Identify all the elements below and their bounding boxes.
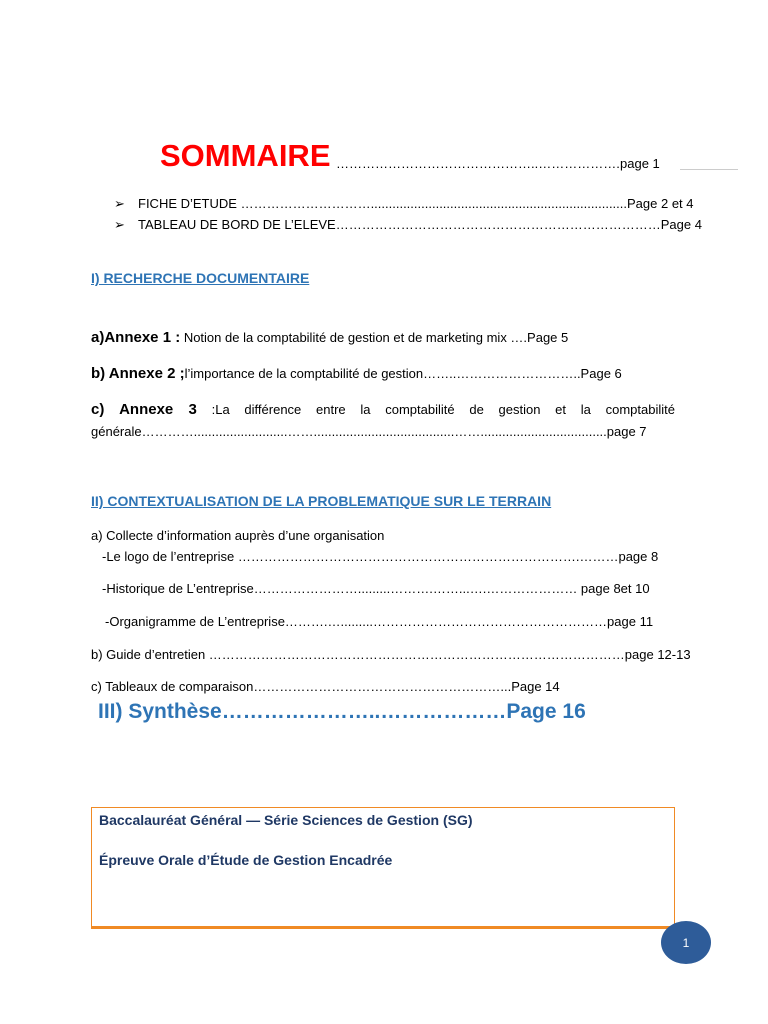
exam-info-box [91,807,675,929]
toc-line: -Le logo de l’entreprise …………………………………………………………………….………page 8 [102,549,659,564]
toc-line: -Historique de L’entreprise…………………….........……….……...….………………… page 8et 10 [102,581,650,596]
toc-line: a) Collecte d’information auprès d’une organisation [91,528,385,543]
title-leader-dots: ………………………………………..………………. [336,156,620,171]
annex-label: b) Annexe 2 ; [91,365,185,382]
page-title: SOMMAIRE [160,138,331,173]
toc-bullet-label: TABLEAU DE BORD DE L’ELEVE [138,217,336,232]
annex-label: c) Annexe 3 [91,401,197,418]
synthese-heading: III) Synthèse…………………..………………Page 16 [98,700,586,723]
toc-bullet [114,217,702,233]
annex-text: Notion de la comptabilité de gestion et de marketing mix ….Page 5 [180,330,569,345]
exam-subtitle: Épreuve Orale d’Étude de Gestion Encadrée [99,852,393,868]
toc-line: b) Guide d’entretien ……………………………………………………………………………………page 12-13 [91,647,691,662]
annex-text: :La différence entre la comptabilité de gestion et la comptabilité [211,402,675,417]
annex-item [91,401,675,418]
annex-text-continued: générale…………..........................…….......................................……...................................page 7 [91,424,647,439]
exam-title: Baccalauréat Général — Série Sciences de Gestion (SG) [99,812,473,828]
toc-bullet-page: Page 2 et 4 [627,196,694,211]
section-title-recherche: I) RECHERCHE DOCUMENTAIRE [91,270,310,286]
toc-bullet-dots: …………………………....................................................................... [236,196,628,211]
title-rule [680,169,738,170]
arrow-bullet-icon: ➢ [114,217,125,232]
arrow-bullet-icon: ➢ [114,196,125,211]
toc-line: -Organigramme de L’entreprise……….….........………………………………………………page 11 [105,614,654,629]
page-number-badge: 1 [661,921,711,964]
toc-bullet-page: Page 4 [660,217,702,232]
annex-label: a)Annexe 1 : [91,329,181,346]
toc-bullet-label: FICHE D’ETUDE [138,196,237,211]
toc-bullet [114,196,694,212]
toc-line: c) Tableaux de comparaison…………………………………………………...Page 14 [91,679,560,694]
annex-item [91,329,568,346]
toc-bullet-dots: ………………………………………………………………… [335,217,661,232]
title-page-ref: page 1 [620,156,660,171]
annex-item [91,365,622,382]
section-title-contextualisation: II) CONTEXTUALISATION DE LA PROBLEMATIQUE SUR LE TERRAIN [91,493,552,509]
annex-text: l’importance de la comptabilité de gestion……..………………………..Page 6 [184,366,622,381]
